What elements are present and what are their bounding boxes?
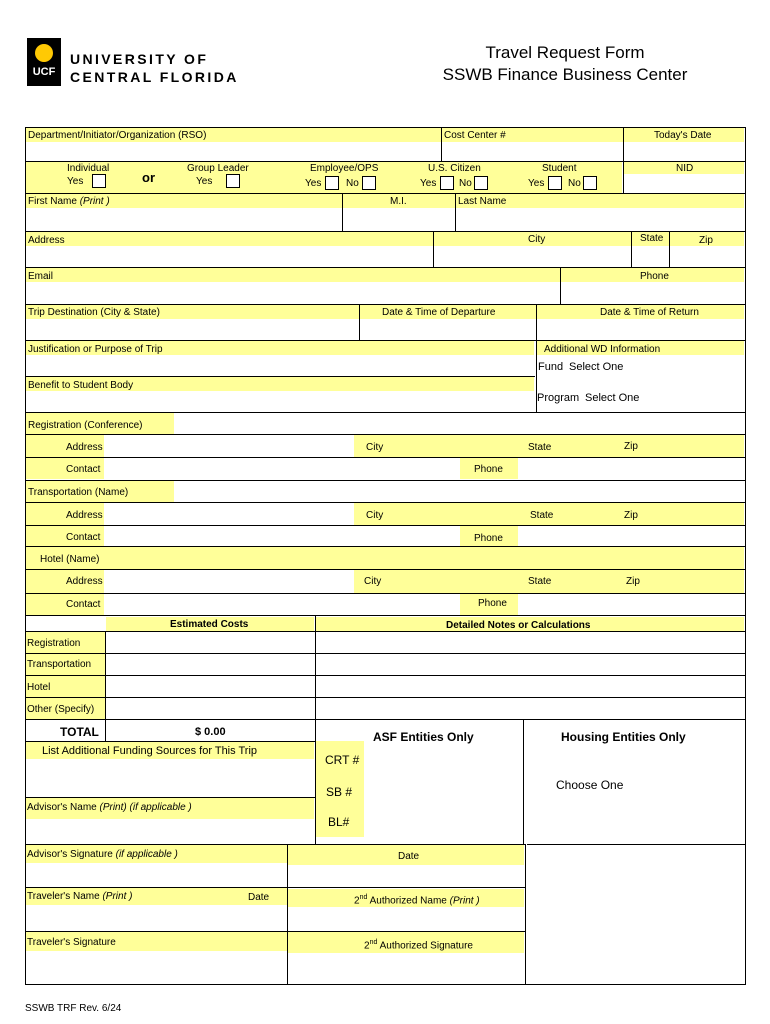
employee-ops-label: Employee/OPS bbox=[310, 163, 379, 174]
todays-date-input[interactable] bbox=[624, 143, 745, 161]
registration-name-input[interactable] bbox=[175, 413, 745, 434]
cost-transportation-input[interactable] bbox=[106, 654, 315, 675]
detailed-notes-label: Detailed Notes or Calculations bbox=[446, 620, 591, 631]
fund-select[interactable]: Select One bbox=[569, 361, 624, 373]
benefit-label: Benefit to Student Body bbox=[28, 380, 134, 391]
individual-label: Individual bbox=[67, 163, 110, 174]
housing-title: Housing Entities Only bbox=[561, 730, 686, 744]
funding-sources-label: List Additional Funding Sources for This Trip bbox=[42, 745, 258, 757]
state-input[interactable] bbox=[632, 246, 669, 267]
department-input[interactable] bbox=[26, 143, 440, 161]
trip-destination-input[interactable] bbox=[26, 319, 359, 340]
bl-label: BL# bbox=[328, 815, 350, 829]
cost-center-label: Cost Center # bbox=[444, 130, 506, 141]
registration-address-input[interactable] bbox=[105, 435, 354, 457]
address-label: Address bbox=[28, 235, 65, 246]
zip-input[interactable] bbox=[670, 246, 745, 267]
student-no-checkbox[interactable] bbox=[583, 176, 597, 190]
second-authorized-name-label: 2nd Authorized Name (Print ) bbox=[354, 894, 480, 907]
phone-input[interactable] bbox=[561, 282, 745, 304]
estimated-costs-label: Estimated Costs bbox=[170, 619, 249, 630]
cost-hotel-input[interactable] bbox=[106, 676, 315, 697]
last-name-input[interactable] bbox=[456, 208, 745, 231]
advisor-name-input[interactable] bbox=[26, 820, 315, 844]
return-label: Date & Time of Return bbox=[600, 307, 699, 318]
or-label: or bbox=[142, 170, 155, 185]
advisor-signature-label: Advisor's Signature (if applicable ) bbox=[27, 849, 178, 860]
transportation-contact-input[interactable] bbox=[105, 526, 460, 546]
total-label: TOTAL bbox=[60, 725, 99, 739]
hotel-address-input[interactable] bbox=[105, 570, 354, 593]
nid-input[interactable] bbox=[624, 175, 745, 193]
departure-label: Date & Time of Departure bbox=[382, 307, 496, 318]
employee-yes-checkbox[interactable] bbox=[325, 176, 339, 190]
ucf-logo: UCF bbox=[27, 38, 61, 86]
phone-label: Phone bbox=[640, 271, 669, 282]
cost-other-input[interactable] bbox=[106, 698, 315, 719]
justification-input[interactable] bbox=[26, 355, 535, 376]
registration-title: Registration (Conference) bbox=[28, 420, 143, 431]
program-select[interactable]: Select One bbox=[585, 392, 640, 404]
pegasus-icon bbox=[35, 44, 53, 62]
return-input[interactable] bbox=[537, 319, 745, 340]
group-leader-label: Group Leader bbox=[187, 163, 249, 174]
zip-label: Zip bbox=[699, 235, 713, 246]
bl-input[interactable] bbox=[365, 810, 522, 834]
crt-input[interactable] bbox=[365, 748, 522, 772]
registration-contact-input[interactable] bbox=[105, 458, 460, 480]
transportation-address-input[interactable] bbox=[105, 503, 354, 525]
housing-choose-select[interactable]: Choose One bbox=[556, 778, 624, 792]
first-name-label: First Name (Print ) bbox=[28, 196, 110, 207]
group-leader-yes-checkbox[interactable] bbox=[226, 174, 240, 188]
traveler-signature-label: Traveler's Signature bbox=[27, 937, 116, 948]
asf-title: ASF Entities Only bbox=[373, 730, 474, 744]
cost-center-input[interactable] bbox=[442, 143, 622, 161]
trip-destination-label: Trip Destination (City & State) bbox=[28, 307, 160, 318]
second-authorized-signature-input[interactable] bbox=[288, 954, 525, 984]
justification-label: Justification or Purpose of Trip bbox=[28, 344, 163, 355]
sb-label: SB # bbox=[326, 785, 353, 799]
traveler-name-label: Traveler's Name (Print ) bbox=[27, 891, 133, 902]
us-citizen-label: U.S. Citizen bbox=[428, 163, 481, 174]
departure-input[interactable] bbox=[360, 319, 536, 340]
sb-input[interactable] bbox=[365, 780, 522, 804]
transportation-title: Transportation (Name) bbox=[28, 487, 129, 498]
hotel-title: Hotel (Name) bbox=[40, 554, 100, 565]
employee-no-checkbox[interactable] bbox=[362, 176, 376, 190]
address-input[interactable] bbox=[26, 246, 433, 267]
fund-label: Fund bbox=[538, 361, 564, 373]
program-label: Program bbox=[537, 392, 580, 404]
nid-label: NID bbox=[676, 163, 694, 174]
city-label: City bbox=[528, 234, 546, 245]
todays-date-label: Today's Date bbox=[654, 130, 712, 141]
last-name-label: Last Name bbox=[458, 196, 507, 207]
traveler-name-input[interactable] bbox=[26, 906, 287, 931]
advisor-signature-input[interactable] bbox=[26, 864, 287, 887]
mi-input[interactable] bbox=[343, 208, 455, 231]
mi-label: M.I. bbox=[390, 196, 407, 207]
email-label: Email bbox=[28, 271, 54, 282]
individual-yes-checkbox[interactable] bbox=[92, 174, 106, 188]
first-name-input[interactable] bbox=[26, 208, 342, 231]
crt-label: CRT # bbox=[325, 753, 360, 767]
revision-label: SSWB TRF Rev. 6/24 bbox=[25, 1003, 122, 1014]
advisor-name-label: Advisor's Name (Print) (if applicable ) bbox=[27, 802, 192, 813]
department-label: Department/Initiator/Organization (RSO) bbox=[28, 130, 207, 141]
traveler-date-label: Date bbox=[248, 892, 270, 903]
university-name: UNIVERSITY OF CENTRAL FLORIDA bbox=[70, 51, 239, 85]
total-value: $ 0.00 bbox=[195, 726, 226, 738]
second-authorized-signature-label: 2nd Authorized Signature bbox=[364, 939, 473, 952]
advisor-date-label: Date bbox=[398, 851, 420, 862]
additional-wd-label: Additional WD Information bbox=[544, 344, 661, 355]
citizen-yes-checkbox[interactable] bbox=[440, 176, 454, 190]
second-authorized-name-input[interactable] bbox=[288, 908, 525, 931]
cost-registration-input[interactable] bbox=[106, 632, 315, 653]
student-label: Student bbox=[542, 163, 577, 174]
student-yes-checkbox[interactable] bbox=[548, 176, 562, 190]
funding-sources-input[interactable] bbox=[26, 760, 315, 797]
state-label: State bbox=[640, 233, 664, 244]
hotel-contact-input[interactable] bbox=[105, 594, 460, 615]
citizen-no-checkbox[interactable] bbox=[474, 176, 488, 190]
traveler-signature-input[interactable] bbox=[26, 952, 287, 984]
transportation-name-input[interactable] bbox=[175, 481, 745, 502]
city-input[interactable] bbox=[434, 246, 631, 267]
form-title: Travel Request Form SSWB Finance Business Center bbox=[442, 43, 688, 84]
email-input[interactable] bbox=[26, 282, 560, 304]
benefit-input[interactable] bbox=[26, 391, 535, 412]
advisor-date-input[interactable] bbox=[288, 866, 525, 887]
notes-input[interactable] bbox=[316, 632, 745, 719]
